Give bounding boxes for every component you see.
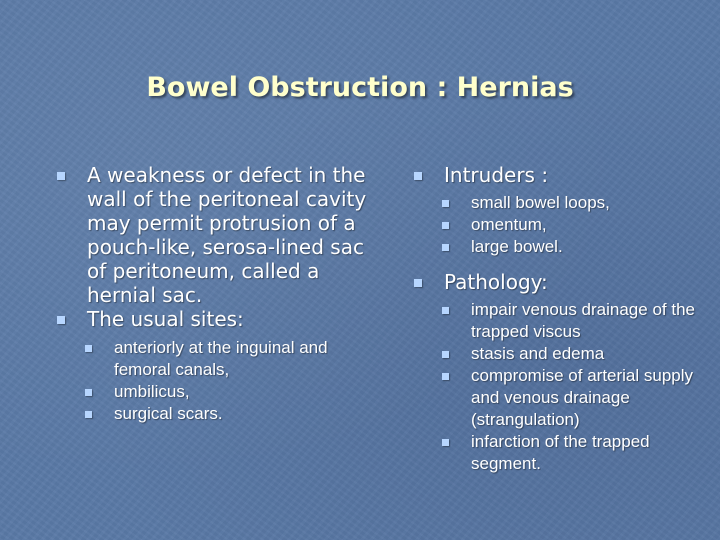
slide-title: Bowel Obstruction : Hernias: [146, 72, 574, 103]
intruder-item: [441, 214, 713, 236]
site-text: surgical scars.: [114, 404, 223, 423]
square-bullet-icon: [414, 279, 422, 287]
pathology-list: [441, 299, 713, 475]
square-bullet-icon: [85, 389, 92, 396]
square-bullet-icon: [442, 244, 449, 251]
pathology-text: infarction of the trapped segment.: [471, 432, 650, 473]
square-bullet-icon: [442, 200, 449, 207]
bullet-item-pathology: [413, 270, 713, 294]
pathology-label: Pathology:: [444, 270, 548, 294]
intruder-text: large bowel.: [471, 237, 563, 256]
pathology-text: stasis and edema: [471, 344, 605, 363]
pathology-text: impair venous drainage of the trapped viscus: [471, 300, 695, 341]
pathology-item: [441, 299, 696, 343]
pathology-item: [441, 343, 713, 365]
left-column: [56, 163, 386, 425]
pathology-item: [441, 431, 706, 475]
hernia-definition-text: A weakness or defect in the wall of the peritoneal cavity may permit protrusion of a pouch-like, serosa-lined sac of peritoneum, called a hernial sac.: [87, 163, 367, 307]
site-text: anteriorly at the inguinal and femoral canals,: [114, 338, 328, 379]
square-bullet-icon: [57, 172, 65, 180]
site-item: [84, 381, 386, 403]
intruder-text: omentum,: [471, 215, 547, 234]
site-item: [84, 337, 364, 381]
pathology-text: compromise of arterial supply and venous drainage (strangulation): [471, 366, 694, 429]
bullet-item-hernia-definition: [56, 163, 387, 307]
square-bullet-icon: [442, 439, 449, 446]
right-column: [413, 163, 713, 475]
square-bullet-icon: [85, 345, 92, 352]
sites-list: [84, 337, 386, 425]
square-bullet-icon: [442, 373, 449, 380]
bullet-item-usual-sites: [56, 307, 386, 331]
intruder-item: [441, 192, 713, 214]
square-bullet-icon: [414, 172, 422, 180]
square-bullet-icon: [57, 316, 65, 324]
square-bullet-icon: [85, 411, 92, 418]
intruders-list: [441, 192, 713, 258]
intruders-label: Intruders :: [444, 163, 549, 187]
square-bullet-icon: [442, 222, 449, 229]
square-bullet-icon: [442, 307, 449, 314]
pathology-item: [441, 365, 706, 431]
intruder-text: small bowel loops,: [471, 193, 610, 212]
site-item: [84, 403, 386, 425]
usual-sites-text: The usual sites:: [87, 307, 244, 331]
site-text: umbilicus,: [114, 382, 190, 401]
bullet-item-intruders: [413, 163, 713, 187]
intruder-item: [441, 236, 713, 258]
square-bullet-icon: [442, 351, 449, 358]
